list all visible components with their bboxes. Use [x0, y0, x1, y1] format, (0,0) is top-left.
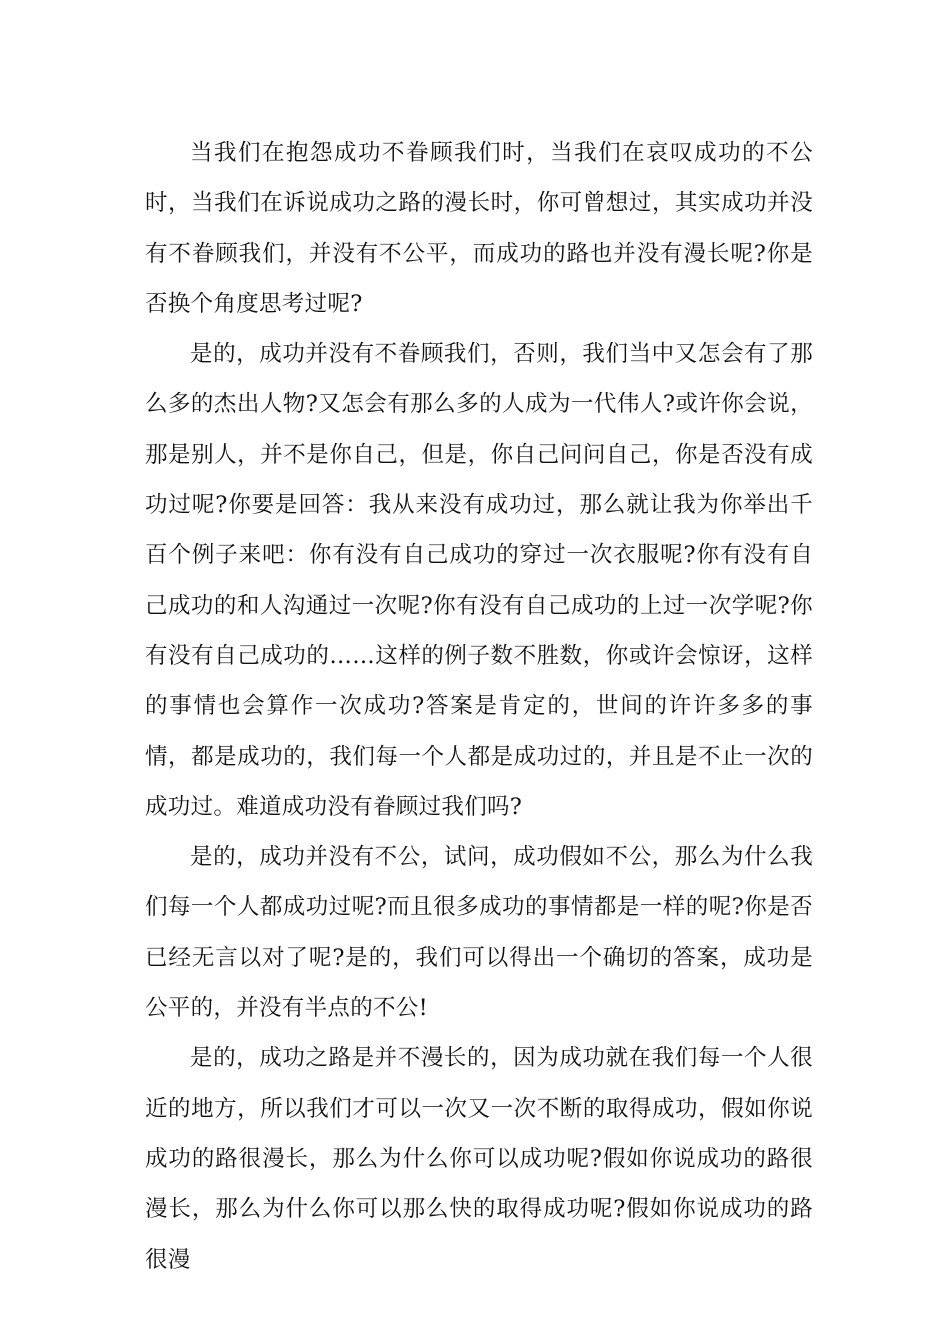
- paragraph-1: 当我们在抱怨成功不眷顾我们时，当我们在哀叹成功的不公时，当我们在诉说成功之路的漫长时，你可曾想过，其实成功并没有不眷顾我们，并没有不公平，而成功的路也并没有漫长呢?你是否换个角度思考过呢?: [145, 140, 813, 317]
- paragraph-4: 是的，成功之路是并不漫长的，因为成功就在我们每一个人很近的地方，所以我们才可以一次又一次不断的取得成功，假如你说成功的路很漫长，那么为什么你可以成功呢?假如你说成功的路很漫长，那么为什么你可以那么快的取得成功呢?假如你说成功的路很漫: [145, 1045, 813, 1273]
- paragraph-3: 是的，成功并没有不公，试问，成功假如不公，那么为什么我们每一个人都成功过呢?而且很多成功的事情都是一样的呢?你是否已经无言以对了呢?是的，我们可以得出一个确切的答案，成功是公平的，并没有半点的不公!: [145, 844, 813, 1022]
- paragraph-2: 是的，成功并没有不眷顾我们，否则，我们当中又怎会有了那么多的杰出人物?又怎会有那么多的人成为一代伟人?或许你会说，那是别人，并不是你自己，但是，你自己问问自己，你是否没有成功过呢?你要是回答：我从来没有成功过，那么就让我为你举出千百个例子来吧：你有没有自己成功的穿过一次衣服呢?你有没有自己成功的和人沟通过一次呢?你有没有自己成功的上过一次学呢?你有没有自己成功的……这样的例子数不胜数，你或许会惊讶，这样的事情也会算作一次成功?答案是肯定的，世间的许许多多的事情，都是成功的，我们每一个人都是成功过的，并且是不止一次的成功过。难道成功没有眷顾过我们吗?: [145, 341, 813, 820]
- essay-body: [145, 128, 813, 1285]
